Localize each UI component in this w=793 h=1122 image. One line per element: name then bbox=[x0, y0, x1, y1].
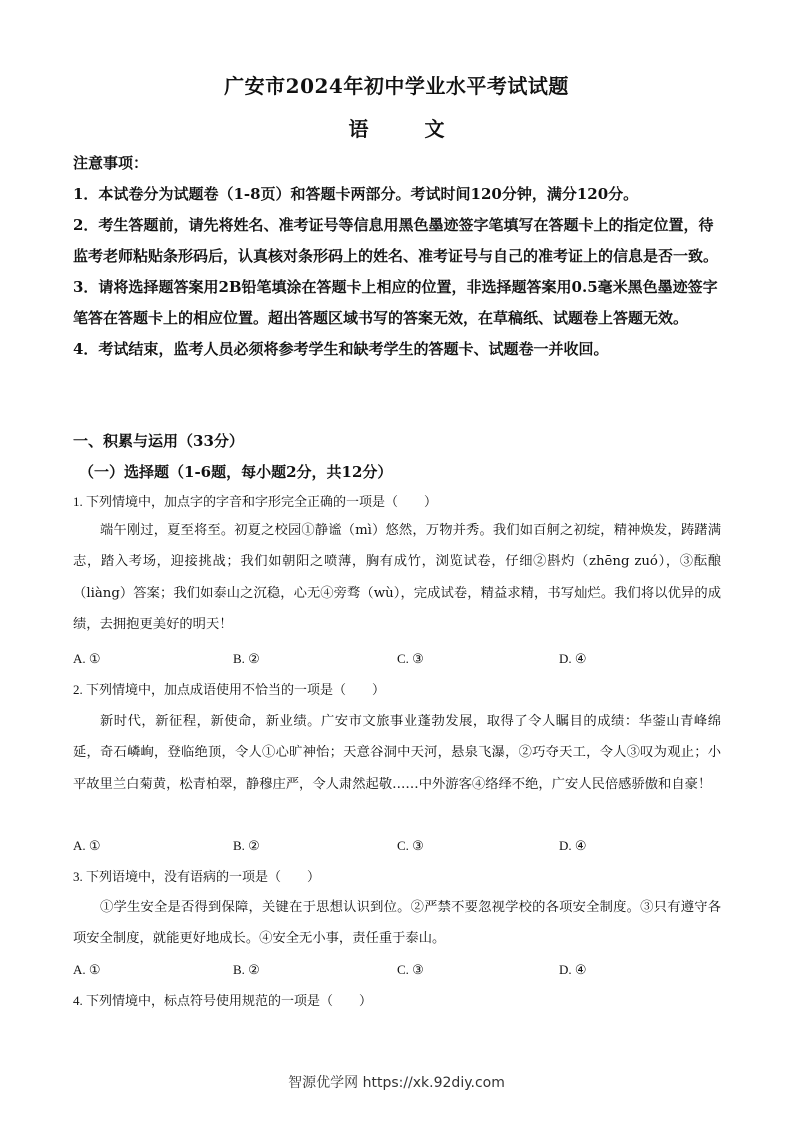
option-a[interactable]: A. ① bbox=[73, 838, 101, 853]
option-c[interactable]: C. ③ bbox=[397, 651, 424, 666]
question-3-options bbox=[73, 962, 721, 982]
option-a[interactable]: A. ① bbox=[73, 962, 101, 977]
question-1-stem: 1. 下列情境中，加点字的字音和字形完全正确的一项是（ ） bbox=[73, 494, 438, 509]
option-d[interactable]: D. ④ bbox=[559, 962, 587, 977]
notes-heading: 注意事项： bbox=[73, 154, 149, 172]
question-4-stem: 4. 下列情境中，标点符号使用规范的一项是（ ） bbox=[73, 993, 373, 1008]
passage-text: ①学生安全是否得到保障，关键在于思想认识到位。②严禁不要忽视学校的各项安全制度。③只有遵守各项安全制度，就能更好地成长。④安全无小事，责任重于泰山。 bbox=[73, 900, 721, 947]
question-1-passage bbox=[73, 515, 721, 641]
subsection-heading: （一）选择题（1-6题，每小题2分，共12分） bbox=[79, 463, 393, 481]
option-b[interactable]: B. ② bbox=[233, 651, 260, 666]
question-1-options bbox=[73, 651, 721, 671]
subject-heading: 语 文 bbox=[348, 117, 463, 141]
note-item: 3．请将选择题答案用2B铅笔填涂在答题卡上相应的位置，非选择题答案用0.5毫米黑色墨迹签字笔答在答题卡上的相应位置。超出答题区域书写的答案无效，在草稿纸、试题卷上答题无效。 bbox=[73, 278, 718, 327]
question-2-passage bbox=[73, 706, 721, 800]
question-3-passage bbox=[73, 892, 721, 955]
page-title: 广安市2024年初中学业水平考试试题 bbox=[224, 74, 569, 98]
note-item: 1．本试卷分为试题卷（1-8页）和答题卡两部分。考试时间120分钟，满分120分。 bbox=[73, 185, 639, 203]
option-d[interactable]: D. ④ bbox=[559, 651, 587, 666]
option-c[interactable]: C. ③ bbox=[397, 838, 424, 853]
question-2-stem: 2. 下列情境中，加点成语使用不恰当的一项是（ ） bbox=[73, 682, 386, 697]
section-heading: 一、积累与运用（33分） bbox=[73, 432, 244, 450]
option-b[interactable]: B. ② bbox=[233, 838, 260, 853]
passage-text: 端午刚过，夏至将至。初夏之校园①静谧（mì）悠然，万物并秀。我们如百舸之初绽，精神焕发，踌躇满志，踏入考场，迎接挑战；我们如朝阳之喷薄，胸有成竹，浏览试卷，仔细②斟灼（zhēng zuó），③酝酿（liàng）答案；我们如泰山之沉稳，心无④旁骛（wù），完成试卷，精益求精，书写灿烂。我们将以优异的成绩，去拥抱更美好的明天！ bbox=[73, 523, 721, 633]
option-c[interactable]: C. ③ bbox=[397, 962, 424, 977]
option-b[interactable]: B. ② bbox=[233, 962, 260, 977]
footer-watermark: 智源优学网 https://xk.92diy.com bbox=[288, 1075, 505, 1091]
note-item: 4．考试结束，监考人员必须将参考学生和缺考学生的答题卡、试题卷一并收回。 bbox=[73, 340, 609, 358]
passage-text: 新时代，新征程，新使命，新业绩。广安市文旅事业蓬勃发展，取得了令人瞩目的成绩：华蓥山青峰绵延，奇石嶙峋，登临绝顶，令人①心旷神怡；天意谷洞中天河，悬泉飞瀑，②巧夺天工，令人③叹为观止；小平故里兰白菊黄，松青柏翠，静穆庄严，令人肃然起敬……中外游客④络绎不绝，广安人民倍感骄傲和自豪！ bbox=[73, 714, 721, 792]
option-d[interactable]: D. ④ bbox=[559, 838, 587, 853]
note-item: 2．考生答题前，请先将姓名、准考证号等信息用黑色墨迹签字笔填写在答题卡上的指定位置，待监考老师粘贴条形码后，认真核对条形码上的姓名、准考证号与自己的准考证上的信息是否一致。 bbox=[73, 216, 719, 265]
question-3-stem: 3. 下列语境中，没有语病的一项是（ ） bbox=[73, 869, 321, 884]
option-a[interactable]: A. ① bbox=[73, 651, 101, 666]
question-2-options bbox=[73, 838, 721, 858]
notes-block bbox=[73, 148, 721, 365]
